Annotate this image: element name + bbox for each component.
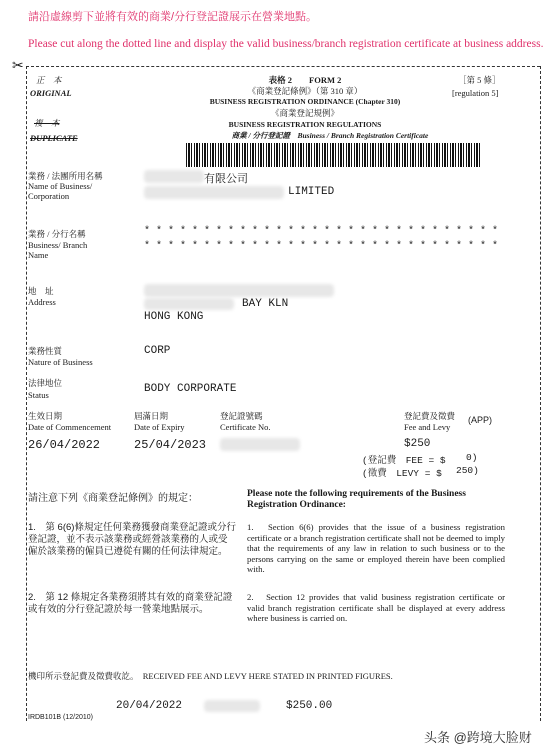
- regulation-ref-en: [regulation 5]: [452, 88, 499, 98]
- watermark: 头条 @跨境大脸财: [424, 730, 532, 745]
- nature-label-en: Nature of Business: [28, 357, 93, 367]
- ordinance-zh: 《商業登記條例》（第 310 章）: [247, 86, 363, 96]
- cert-no-label-en: Certificate No.: [220, 422, 271, 432]
- notes-heading-zh: 請注意下列《商業登記條例》的規定：: [28, 493, 198, 504]
- app-badge: (APP): [468, 415, 493, 425]
- receipt-amount: $250.00: [286, 700, 333, 712]
- redacted-receipt: [204, 700, 260, 712]
- redacted-address-top: [144, 284, 334, 297]
- status-value: BODY CORPORATE: [144, 383, 237, 395]
- certificate-title: 商業 / 分行登記證 Business / Branch Registration Certificate: [231, 131, 429, 140]
- levy-value: 250): [456, 465, 479, 476]
- redacted-cert-no: [220, 438, 300, 451]
- address-label-en: Address: [28, 297, 56, 307]
- note2-en: 2. Section 12 provides that valid business registration certificate or valid branch registration certificate shall be displayed at every address where business is carried on.: [247, 592, 505, 623]
- address-line2: HONG KONG: [144, 311, 204, 323]
- status-label-zh: 法律地位: [28, 378, 63, 388]
- note1-en: 1. Section 6(6) provides that the issue of a business registration certificate or a branch registration certificate shall not be deemed to imply that the requirements of any law in relation to such business or to the persons carrying on the same or employed therein have been complied with.: [247, 522, 505, 574]
- branch-label-zh: 業務 / 分行名稱: [28, 229, 86, 239]
- status-label-en: Status: [28, 390, 49, 400]
- receipt-date: 20/04/2022: [116, 700, 183, 712]
- address-line1: BAY KLN: [242, 298, 289, 310]
- received-statement: 機印所示登記費及徵費收訖。 RECEIVED FEE AND LEVY HERE STATED IN PRINTED FIGURES.: [28, 671, 393, 681]
- commencement-date: 26/04/2022: [28, 438, 101, 452]
- nature-value: CORP: [144, 345, 171, 357]
- branch-label-en: Business/ Branch Name: [28, 240, 88, 260]
- cut-line-right: [540, 66, 541, 721]
- redacted-name-en: [144, 186, 284, 199]
- name-label-en: Name of Business/ Corporation: [28, 181, 93, 201]
- redacted-address-mid: [144, 298, 234, 310]
- original-en: ORIGINAL: [30, 88, 72, 98]
- fee-line: (登記費 FEE = $: [362, 455, 446, 466]
- name-zh: 有限公司: [204, 173, 248, 185]
- note2-zh: 2. 第 12 條規定各業務須將其有效的商業登記證或有效的分行登記證於每一營業地點展示。: [28, 592, 233, 615]
- instruction-en: Please cut along the dotted line and display the valid business/branch registration certificate at business address.: [28, 38, 544, 50]
- cut-line-top: [26, 66, 540, 67]
- commencement-label-zh: 生效日期: [28, 411, 63, 421]
- note1-zh: 1. 第 6(6)條規定任何業務獲發商業登記證或分行登記證，並不表示該業務或經營該業務的人或受僱於該業務的僱員已遵從有關的任何法律規定。: [28, 522, 236, 557]
- expiry-date: 25/04/2023: [134, 438, 207, 452]
- commencement-label-en: Date of Commencement: [28, 422, 112, 432]
- redacted-name-zh: [144, 170, 204, 183]
- form-code: IRDB101B (12/2010): [28, 714, 93, 721]
- levy-line: (徵費 LEVY = $: [362, 468, 442, 479]
- expiry-label-zh: 屆滿日期: [134, 411, 169, 421]
- expiry-label-en: Date of Expiry: [134, 422, 185, 432]
- ordinance-en: BUSINESS REGISTRATION ORDINANCE (Chapter 310): [209, 97, 401, 106]
- duplicate-en: DUPLICATE: [30, 133, 78, 143]
- instruction-zh: 請沿虛線剪下並將有效的商業/分行登記證展示在營業地點。: [28, 11, 318, 23]
- regulations-en: BUSINESS REGISTRATION REGULATIONS: [228, 120, 382, 129]
- regulations-zh: 《商業登記規例》: [270, 108, 339, 118]
- notes-heading-en: Please note the following requirements of the Business Registration Ordinance:: [247, 489, 466, 510]
- cut-line-left: [26, 66, 27, 721]
- nature-label-zh: 業務性質: [28, 346, 63, 356]
- cert-no-label-zh: 登記證號碼: [220, 411, 263, 421]
- form-line: 表格 2 FORM 2: [268, 75, 342, 85]
- regulation-ref-zh: ［第 5 條］: [458, 75, 501, 85]
- barcode: [186, 143, 482, 167]
- original-zh: 正 本: [36, 75, 62, 85]
- fee-total: $250: [404, 438, 431, 450]
- branch-stars-1: * * * * * * * * * * * * * * * * * * * * * * * * * * * * * *: [144, 226, 499, 237]
- fee-label-en: Fee and Levy: [404, 422, 451, 432]
- name-en: LIMITED: [288, 186, 335, 198]
- name-label-zh: 業務 / 法團所用名稱: [28, 171, 103, 181]
- duplicate-zh: 複 本: [34, 118, 60, 128]
- branch-stars-2: * * * * * * * * * * * * * * * * * * * * * * * * * * * * * *: [144, 241, 499, 252]
- address-label-zh: 地 址: [28, 286, 54, 296]
- fee-label-zh: 登記費及徵費: [404, 411, 456, 421]
- scissors-icon: ✂: [12, 59, 24, 74]
- fee-value: 0): [466, 452, 478, 463]
